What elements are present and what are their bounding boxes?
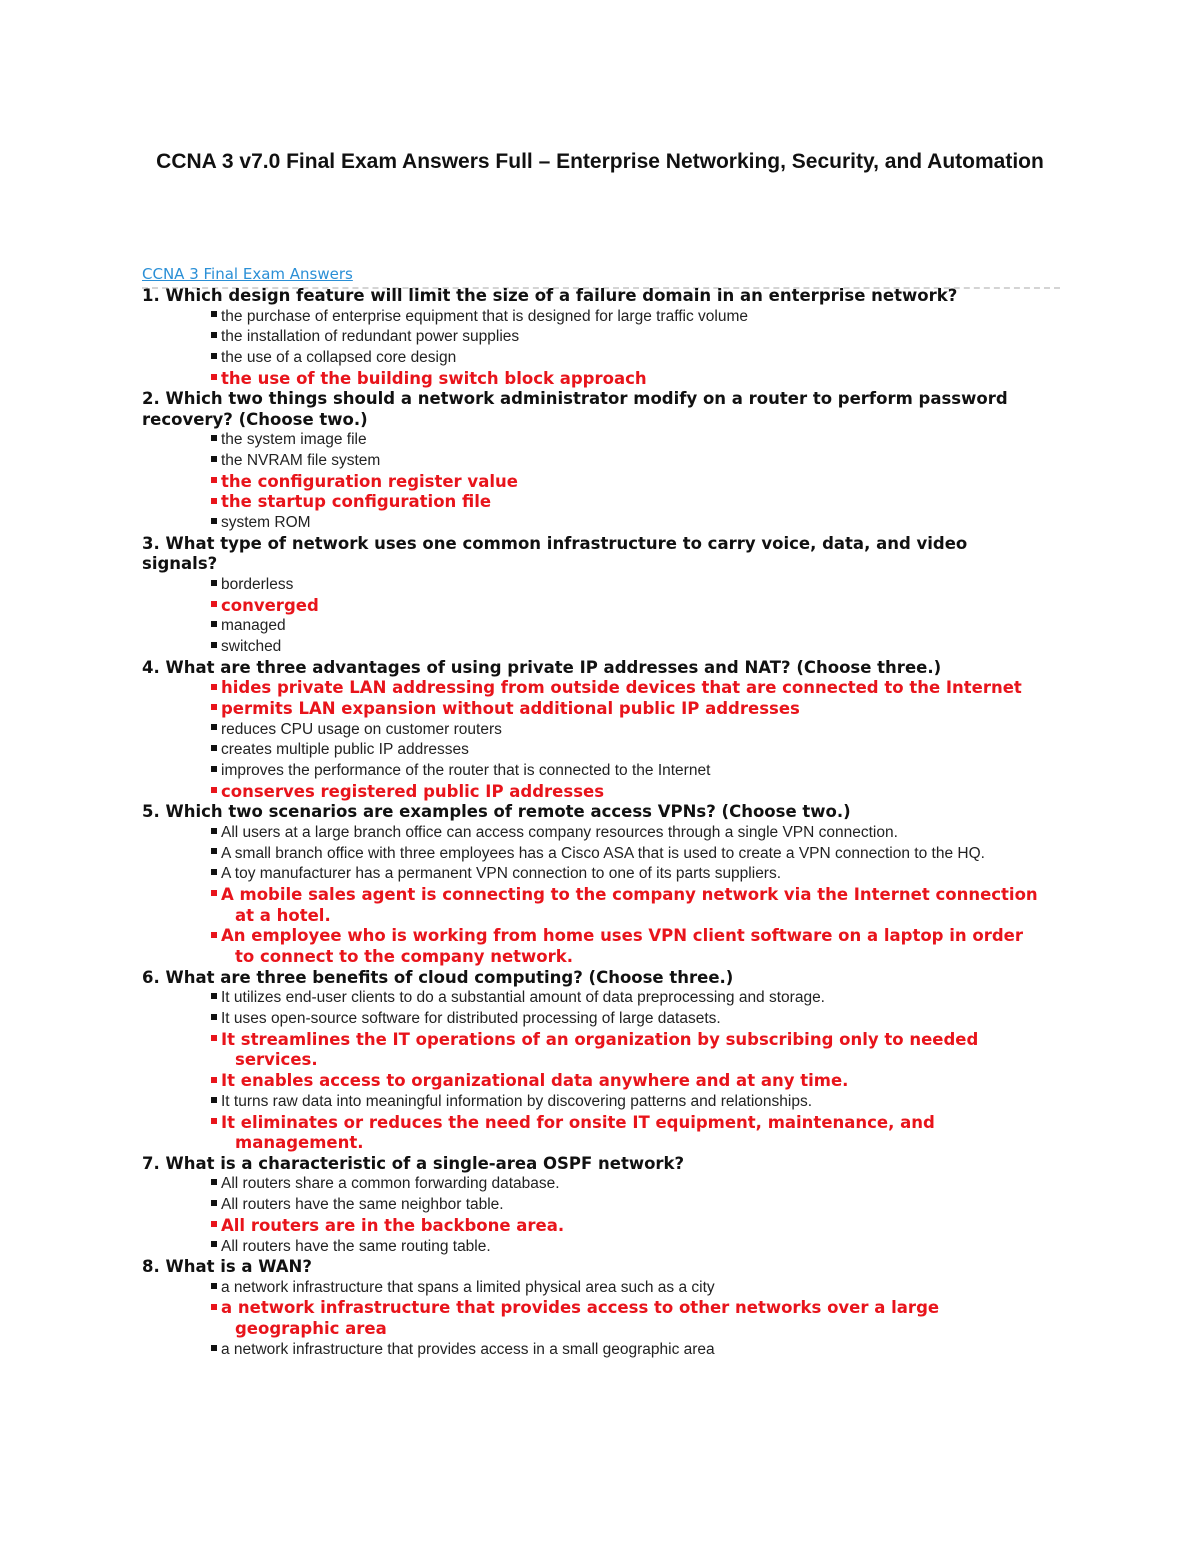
square-bullet-icon [211,1221,217,1227]
square-bullet-icon [211,642,217,648]
answer-option-text: permits LAN expansion without additional public IP addresses [221,698,800,718]
answer-option-text: An employee who is working from home uses VPN client software on a laptop in order to connect to the company network. [221,926,1023,967]
answer-option [142,616,1042,637]
question-text: 2. Which two things should a network administrator modify on a router to perform password recovery? (Choose two.) [142,389,1008,429]
answer-option-text: system ROM [221,514,311,532]
answer-option [142,1237,1042,1258]
square-bullet-icon [211,787,217,793]
answer-option-text: a network infrastructure that provides access to other networks over a large geographic area [221,1298,940,1339]
answer-option [142,1092,1042,1113]
answer-option [142,761,1042,782]
answer-option [142,988,1042,1009]
answer-option-text: It enables access to organizational data anywhere and at any time. [221,1071,849,1091]
answer-options [142,575,1042,658]
square-bullet-icon [211,1304,217,1310]
square-bullet-icon [211,1241,217,1247]
square-bullet-icon [211,828,217,834]
square-bullet-icon [211,1200,217,1206]
question-3 [142,534,1042,658]
question-text: 7. What is a characteristic of a single-area OSPF network? [142,1153,685,1173]
correct-answer-option [142,926,1042,967]
answer-option-text: improves the performance of the router that is connected to the Internet [221,761,711,779]
answer-option-text: It uses open-source software for distributed processing of large datasets. [221,1009,721,1027]
answer-options [142,678,1042,802]
correct-answer-option [142,596,1042,617]
answer-option-text: converged [221,595,319,615]
question-6 [142,968,1042,1154]
answer-option [142,637,1042,658]
square-bullet-icon [211,684,217,690]
answer-option-text: the installation of redundant power supplies [221,328,520,346]
question-text: 1. Which design feature will limit the size of a failure domain in an enterprise network? [142,286,958,305]
question-text: 5. Which two scenarios are examples of remote access VPNs? (Choose two.) [142,802,851,822]
answer-option-text: the use of the building switch block approach [221,368,647,388]
answer-option [142,1174,1042,1195]
answer-option-text: the NVRAM file system [221,452,381,470]
answer-option [142,740,1042,761]
answer-option-text: It utilizes end-user clients to do a substantial amount of data preprocessing and storage. [221,989,825,1007]
answer-option [142,864,1042,885]
square-bullet-icon [211,477,217,483]
square-bullet-icon [211,1014,217,1020]
answer-option [142,1195,1042,1216]
answer-option-text: All routers are in the backbone area. [221,1215,565,1235]
square-bullet-icon [211,766,217,772]
source-link[interactable]: CCNA 3 Final Exam Answers [142,265,353,283]
answer-option-text: conserves registered public IP addresses [221,781,605,801]
square-bullet-icon [211,621,217,627]
answer-option [142,348,1042,369]
correct-answer-option [142,1298,1042,1339]
square-bullet-icon [211,848,217,854]
answer-option-text: borderless [221,575,294,593]
square-bullet-icon [211,1345,217,1351]
answer-option [142,844,1042,865]
answer-option-text: A toy manufacturer has a permanent VPN connection to one of its parts suppliers. [221,865,782,883]
answer-options [142,1278,1042,1361]
square-bullet-icon [211,580,217,586]
square-bullet-icon [211,435,217,441]
answer-option-text: It streamlines the IT operations of an organization by subscribing only to needed services. [221,1029,979,1070]
answer-option [142,513,1042,534]
answer-option [142,823,1042,844]
square-bullet-icon [211,1077,217,1083]
square-bullet-icon [211,374,217,380]
correct-answer-option [142,699,1042,720]
square-bullet-icon [211,601,217,607]
correct-answer-option [142,472,1042,493]
square-bullet-icon [211,724,217,730]
answer-option-text: the startup configuration file [221,492,492,512]
answer-option-text: All routers have the same neighbor table. [221,1196,504,1214]
square-bullet-icon [211,869,217,875]
question-2 [142,389,1042,534]
answer-option [142,720,1042,741]
answer-options [142,1174,1042,1257]
answer-option [142,307,1042,328]
answer-option [142,1009,1042,1030]
correct-answer-option [142,492,1042,513]
answer-option-text: All routers have the same routing table. [221,1237,491,1255]
question-text: 6. What are three benefits of cloud computing? (Choose three.) [142,967,734,987]
answer-options [142,823,1042,968]
question-5 [142,802,1042,967]
answer-option-text: the configuration register value [221,471,518,491]
square-bullet-icon [211,353,217,359]
square-bullet-icon [211,311,217,317]
correct-answer-option [142,1216,1042,1237]
correct-answer-option [142,1071,1042,1092]
square-bullet-icon [211,1283,217,1289]
correct-answer-option [142,1113,1042,1154]
answer-option-text: a network infrastructure that provides access in a small geographic area [221,1340,715,1358]
correct-answer-option [142,782,1042,803]
square-bullet-icon [211,1035,217,1041]
question-1 [142,286,1042,389]
correct-answer-option [142,885,1042,926]
answer-option-text: a network infrastructure that spans a limited physical area such as a city [221,1278,715,1296]
answer-options [142,307,1042,390]
square-bullet-icon [211,1097,217,1103]
answer-option-text: creates multiple public IP addresses [221,741,469,759]
answer-option-text: hides private LAN addressing from outside devices that are connected to the Internet [221,678,1022,698]
square-bullet-icon [211,518,217,524]
answer-option [142,575,1042,596]
question-text: 3. What type of network uses one common infrastructure to carry voice, data, and video signals? [142,533,968,574]
answer-option-text: the system image file [221,431,367,449]
correct-answer-option [142,678,1042,699]
square-bullet-icon [211,890,217,896]
square-bullet-icon [211,332,217,338]
document-title: CCNA 3 v7.0 Final Exam Answers Full – Enterprise Networking, Security, and Automation [156,150,1044,173]
square-bullet-icon [211,456,217,462]
answer-option-text: A small branch office with three employees has a Cisco ASA that is used to create a VPN connection to the HQ. [221,844,985,862]
square-bullet-icon [211,993,217,999]
square-bullet-icon [211,932,217,938]
correct-answer-option [142,1030,1042,1071]
square-bullet-icon [211,498,217,504]
question-text: 8. What is a WAN? [142,1257,312,1277]
answer-option-text: reduces CPU usage on customer routers [221,720,502,738]
square-bullet-icon [211,745,217,751]
square-bullet-icon [211,1118,217,1124]
correct-answer-option [142,369,1042,390]
answer-option-text: It eliminates or reduces the need for onsite IT equipment, maintenance, and management. [221,1112,935,1153]
answer-option-text: A mobile sales agent is connecting to the company network via the Internet connection at a hotel. [221,884,1038,925]
answer-option [142,451,1042,472]
answer-option-text: the purchase of enterprise equipment that is designed for large traffic volume [221,307,749,325]
answer-option-text: All users at a large branch office can access company resources through a single VPN connection. [221,823,898,841]
square-bullet-icon [211,1179,217,1185]
square-bullet-icon [211,704,217,710]
answer-option [142,1278,1042,1299]
answer-option-text: switched [221,637,282,655]
answer-options [142,430,1042,534]
answer-option [142,327,1042,348]
question-list [142,286,1042,1361]
question-7 [142,1154,1042,1257]
answer-option-text: managed [221,617,286,635]
question-8 [142,1257,1042,1360]
answer-option-text: the use of a collapsed core design [221,348,457,366]
question-4 [142,658,1042,803]
answer-option-text: All routers share a common forwarding database. [221,1175,560,1193]
question-text: 4. What are three advantages of using private IP addresses and NAT? (Choose three.) [142,657,942,677]
answer-option [142,430,1042,451]
answer-option-text: It turns raw data into meaningful information by discovering patterns and relationships. [221,1092,813,1110]
answer-option [142,1340,1042,1361]
answer-options [142,988,1042,1154]
